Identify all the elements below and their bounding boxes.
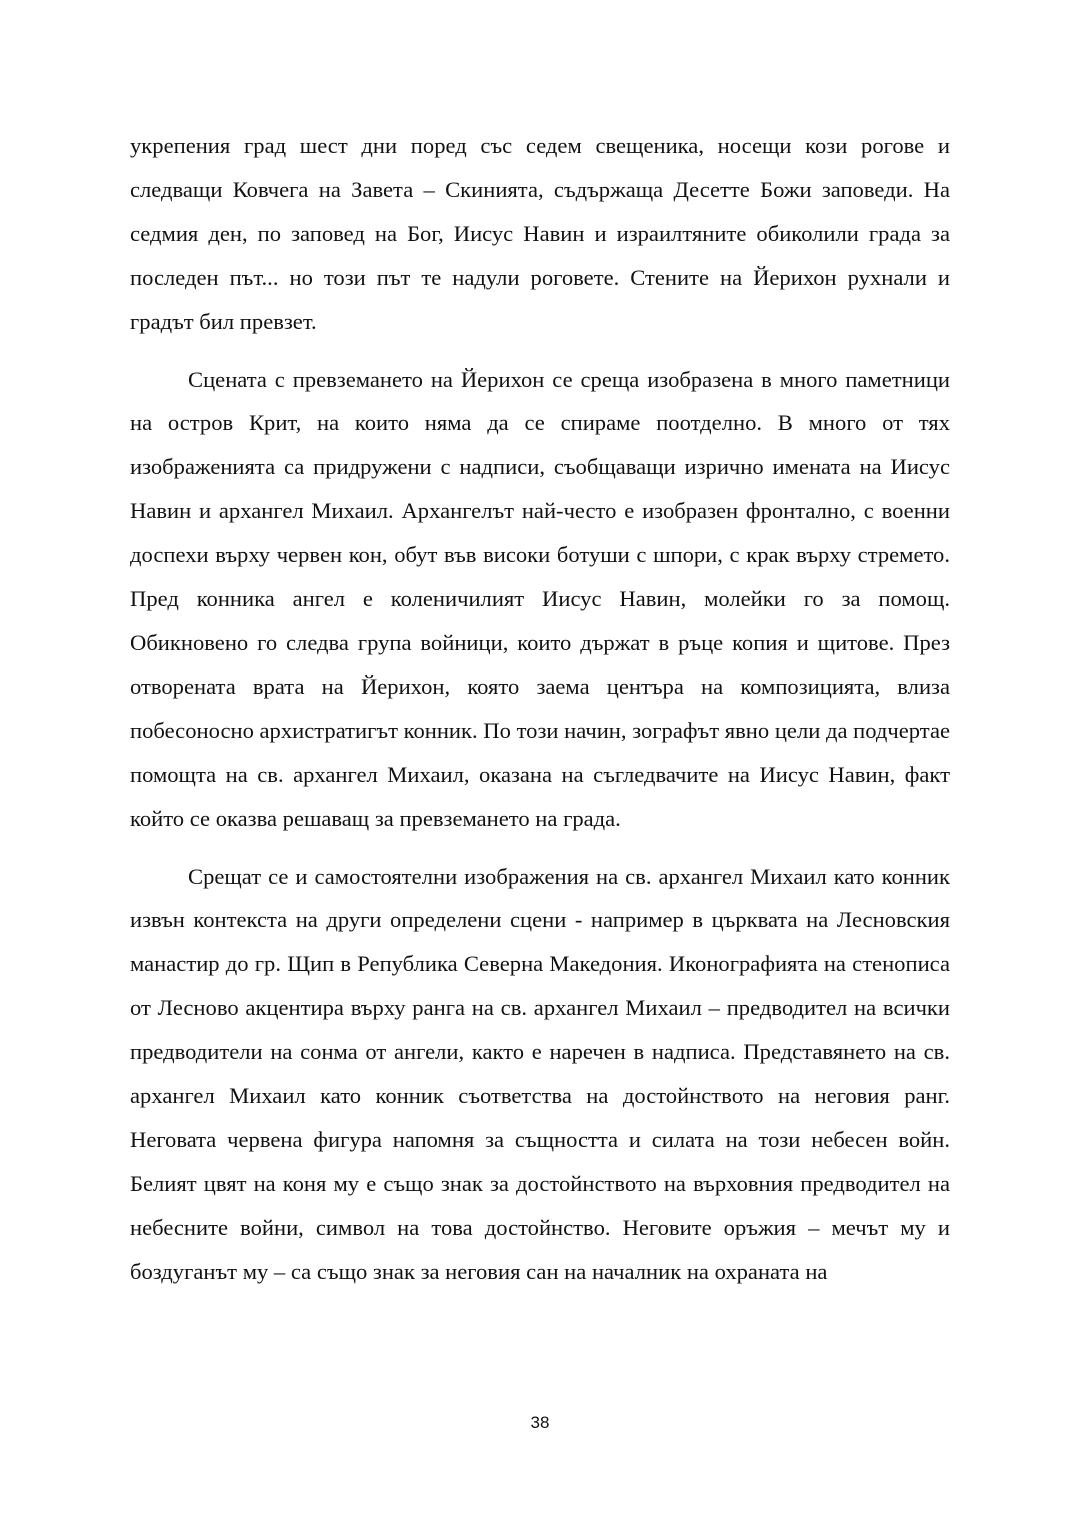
page-number: 38 <box>530 1413 550 1432</box>
paragraph-lesnovo-archangel: Срещат се и самостоятелни изображения на св. архангел Михаил като конник извън контекста на други определени сцени - например в църквата на Лесновския манастир до гр. Щип в Република Северна Македония. Иконографията на стенописа от Лесново акцентира върху ранга на св. архангел Михаил – предводител на всички предводители на сонма от ангели, както е наречен в надписа. Представянето на св. архангел Михаил като конник съответства на достойнството на неговия ранг. Неговата червена фигура напомня за същността и силата на този небесен войн. Белият цвят на коня му е също знак за достойнството на върховния предводител на небесните войни, символ на това достойнство. Неговите оръжия – мечът му и боздуганът му – са също знак за неговия сан на началник на охраната на <box>130 863 950 1284</box>
page-body <box>130 124 950 1308</box>
paragraph-jericho-scene: Сцената с превземането на Йерихон се среща изобразена в много паметници на остров Крит, на които няма да се спираме поотделно. В много от тях изображенията са придружени с надписи, съобщаващи изрично имената на Иисус Навин и архангел Михаил. Архангелът най-често е изобразен фронтално, с военни доспехи върху червен кон, обут във високи ботуши с шпори, с крак върху стремето. Пред конника ангел е коленичилият Иисус Навин, молейки го за помощ. Обикновено го следва група войници, които държат в ръце копия и щитове. През отворената врата на Йерихон, която заема центъра на композицията, влиза побесоносно архистратигът конник. По този начин, зографът явно цели да подчертае помощта на св. архангел Михаил, оказана на съгледвачите на Иисус Навин, факт който се оказва решаващ за превземането на града. <box>130 366 950 831</box>
paragraph-continuation: укрепения град шест дни поред със седем свещеника, носещи кози рогове и следващи Ковчега на Завета – Скинията, съдържаща Десетте Божи заповеди. На седмия ден, по заповед на Бог, Иисус Навин и израилтяните обиколили града за последен път... но този път те надули роговете. Стените на Йерихон рухнали и градът бил превзет. <box>130 133 950 334</box>
